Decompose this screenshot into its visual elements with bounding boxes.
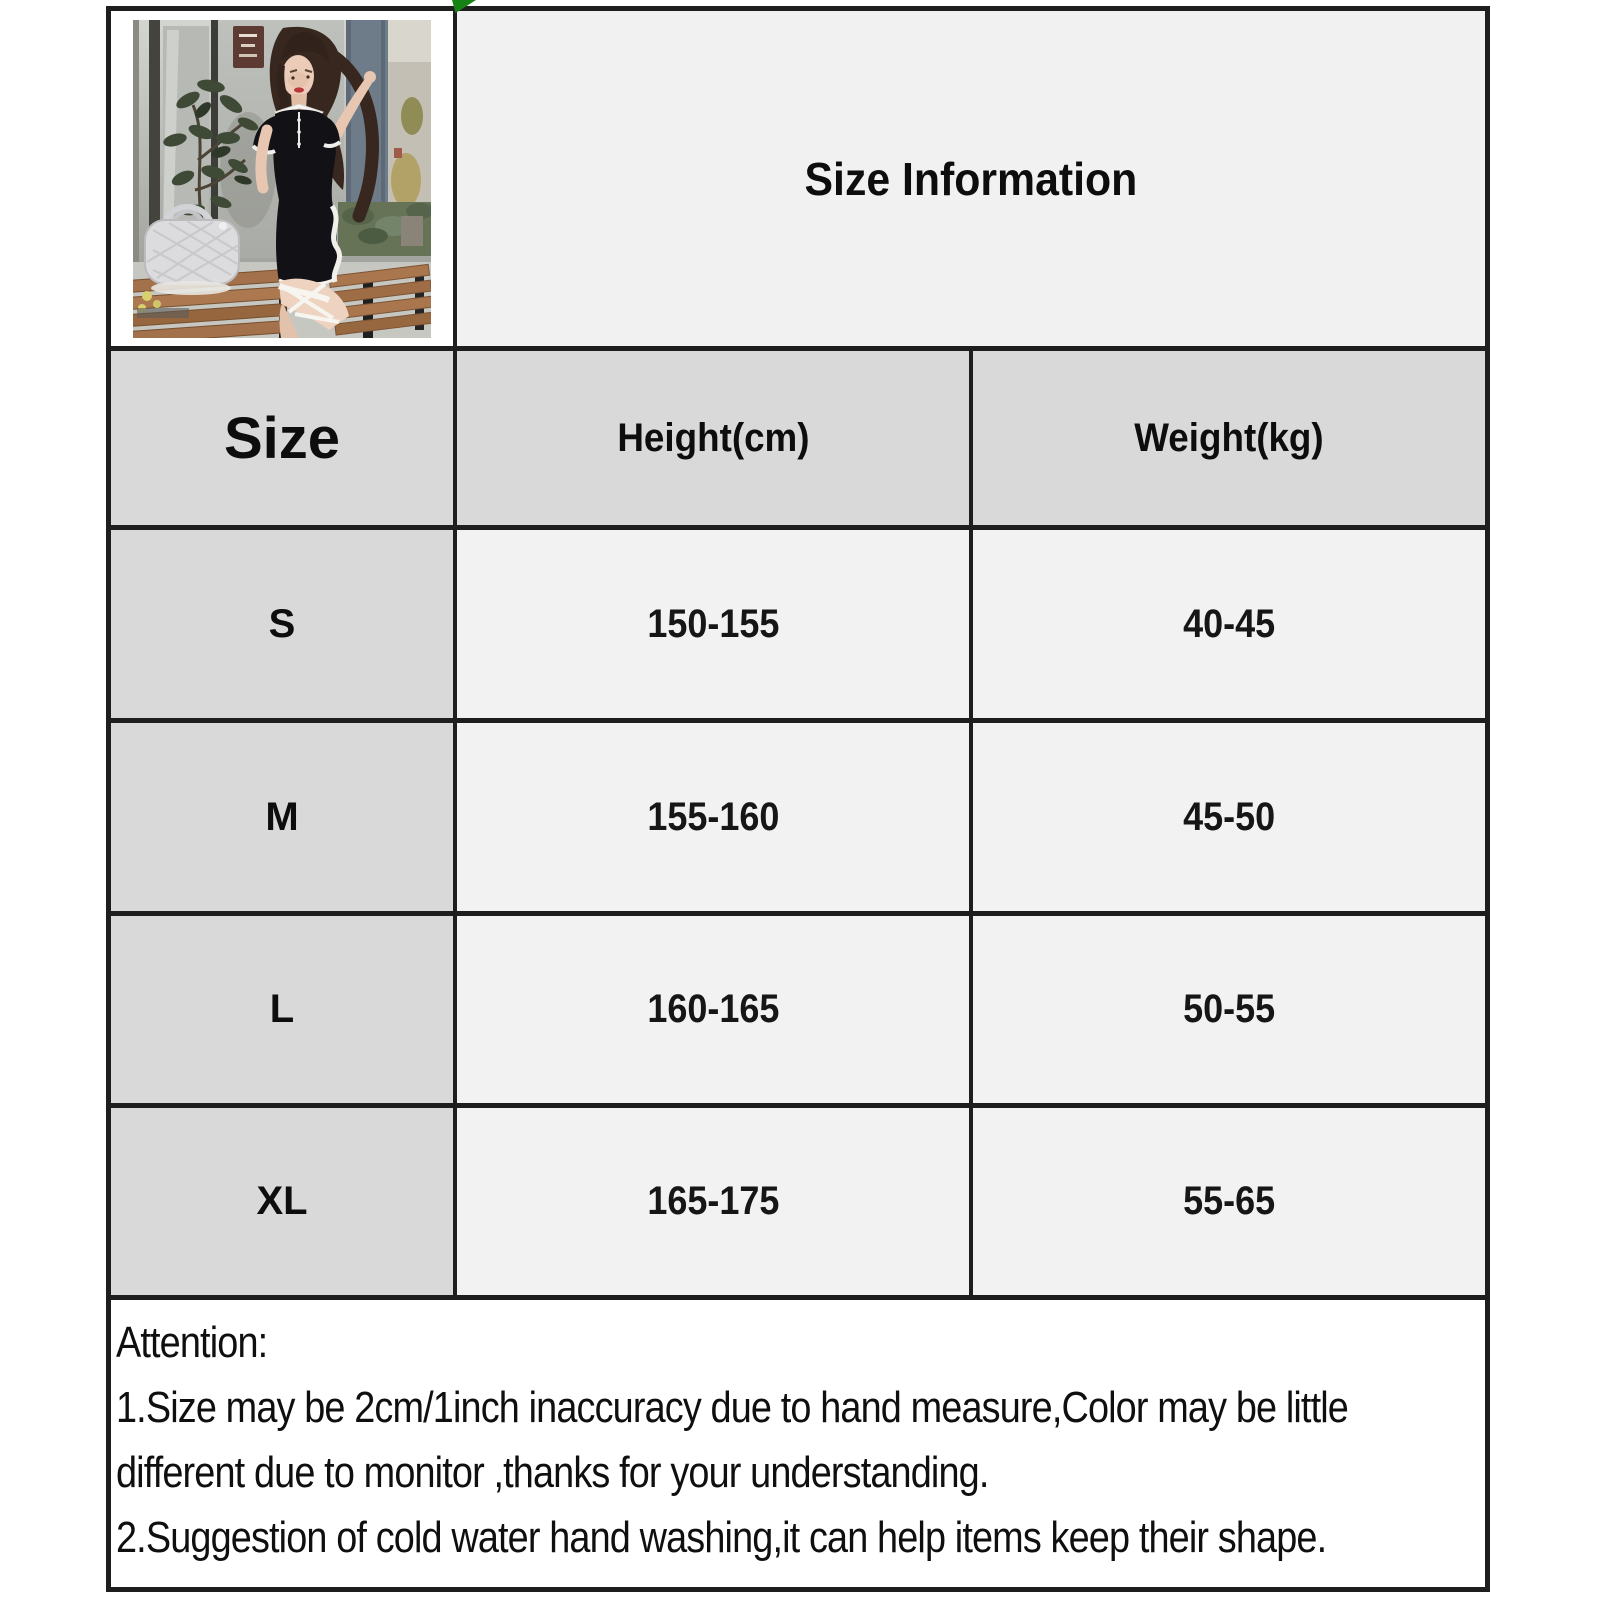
table-row-s-size: S — [111, 530, 457, 723]
table-row-s-height: 150-155 — [457, 530, 973, 723]
product-photo-cell — [111, 11, 457, 351]
table-row-l-size: L — [111, 916, 457, 1108]
table-row-m-size: M — [111, 723, 457, 916]
table-row-xl-size: XL — [111, 1108, 457, 1300]
table-row-m-weight: 45-50 — [973, 723, 1485, 916]
product-photo — [133, 20, 431, 338]
attention-line-1: 1.Size may be 2cm/1inch inaccuracy due to hand measure,Color may be little — [116, 1383, 1348, 1432]
attention-line-3: 2.Suggestion of cold water hand washing,it can help items keep their shape. — [116, 1513, 1327, 1562]
column-header-size: Size — [111, 351, 457, 530]
column-header-height: Height(cm) — [457, 351, 973, 530]
table-row-xl-weight: 55-65 — [973, 1108, 1485, 1300]
table-row-m-height: 155-160 — [457, 723, 973, 916]
column-header-weight: Weight(kg) — [973, 351, 1485, 530]
page-title: Size Information — [804, 152, 1138, 205]
table-row-l-height: 160-165 — [457, 916, 973, 1108]
table-row-s-weight: 40-45 — [973, 530, 1485, 723]
title-cell — [457, 11, 1485, 351]
attention-heading: Attention: — [116, 1318, 268, 1367]
photo-greenery — [338, 202, 431, 256]
attention-line-2: different due to monitor ,thanks for your understanding. — [116, 1448, 989, 1497]
table-row-xl-height: 165-175 — [457, 1108, 973, 1300]
table-row-l-weight: 50-55 — [973, 916, 1485, 1108]
attention-notes — [111, 1300, 1485, 1587]
size-chart-sheet — [106, 6, 1490, 1592]
